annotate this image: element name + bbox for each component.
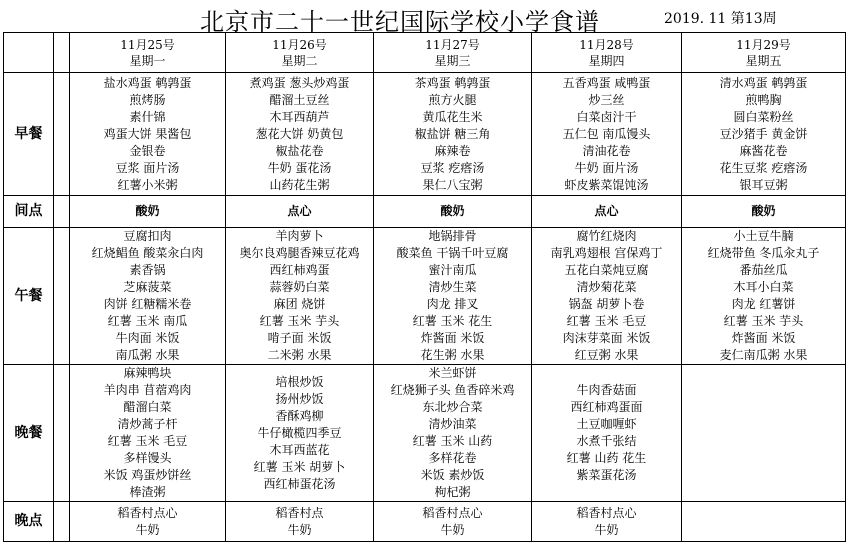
menu-cell — [226, 502, 374, 542]
dish-line: 红烧狮子头 鱼香碎米鸡 — [390, 383, 515, 397]
dish-line: 红薯 玉米 山药 — [412, 434, 493, 448]
menu-cell — [374, 502, 532, 542]
dish-line: 麻辣卷 — [434, 143, 471, 158]
day-date: 11月29号 — [736, 37, 791, 52]
dish-line: 煎方火腿 — [428, 92, 477, 107]
dish-line: 红薯 山药 花生 — [566, 451, 647, 465]
day-header-mon — [70, 33, 226, 73]
menu-cell — [532, 196, 682, 228]
dish-line: 红烧鲳鱼 酸菜汆白肉 — [91, 246, 204, 260]
dish-line: 豆沙猪手 黄金饼 — [719, 126, 808, 141]
day-weekday: 星期四 — [588, 53, 625, 68]
menu-cell — [70, 73, 226, 196]
dish-line: 花生豆浆 疙瘩汤 — [719, 160, 808, 175]
dish-line: 豆腐扣肉 — [123, 229, 172, 243]
dish-line: 黄瓜花生米 — [422, 109, 483, 124]
menu-cell — [226, 228, 374, 365]
day-weekday: 星期二 — [281, 53, 318, 68]
day-date: 11月27号 — [425, 37, 480, 52]
dish-line: 牛肉香菇面 — [576, 383, 637, 397]
dish-line: 牛奶 — [287, 522, 312, 537]
day-header-thu — [532, 33, 682, 73]
dish-line: 肉龙 红薯饼 — [731, 297, 796, 311]
meal-name: 午餐 — [4, 228, 54, 365]
dish-line: 煎烤肠 — [129, 92, 166, 107]
dish-line: 红薯 玉米 芋头 — [723, 314, 804, 328]
dish-line: 番茄丝瓜 — [739, 263, 788, 277]
dish-line: 西红柿鸡蛋 — [269, 263, 330, 277]
dish-line: 炸酱面 米饭 — [731, 331, 796, 345]
menu-cell — [682, 502, 846, 542]
spacer-cell — [54, 228, 70, 365]
dish-line: 奥尔良鸡腿香辣豆花鸡 — [239, 246, 360, 260]
spacer-cell — [54, 365, 70, 502]
dish-line: 紫菜蛋花汤 — [576, 468, 637, 482]
dish-line: 稻香村点心 — [576, 505, 637, 520]
dish-line: 腐竹红烧肉 — [576, 229, 637, 243]
meal-row — [4, 73, 846, 196]
dish-line: 椒盐花卷 — [275, 143, 324, 158]
dish-line: 麻酱花卷 — [739, 143, 788, 158]
dish-line: 羊肉萝卜 — [275, 229, 324, 243]
menu-table — [3, 32, 846, 542]
dish-line: 酸菜鱼 干锅千叶豆腐 — [396, 246, 509, 260]
dish-line: 清炒菊花菜 — [576, 280, 637, 294]
dish-line: 酸奶 — [135, 204, 160, 218]
dish-line: 稻香村点 — [275, 505, 324, 520]
dish-line: 肉饼 红糖糯米卷 — [103, 297, 192, 311]
day-weekday: 星期一 — [129, 53, 166, 68]
dish-line: 酸奶 — [440, 204, 465, 218]
dish-line: 煎鸭胸 — [745, 92, 782, 107]
meal-row — [4, 228, 846, 365]
menu-cell — [70, 228, 226, 365]
meal-name: 间点 — [4, 196, 54, 228]
spacer-cell — [54, 73, 70, 196]
dish-line: 土豆咖喱虾 — [576, 417, 637, 431]
dish-line: 多样花卷 — [428, 451, 477, 465]
dish-line: 清炒生菜 — [428, 280, 477, 294]
dish-line: 红薯 玉米 花生 — [412, 314, 493, 328]
menu-cell — [70, 502, 226, 542]
dish-line: 五花白菜炖豆腐 — [564, 263, 649, 277]
dish-line: 红烧带鱼 冬瓜汆丸子 — [707, 246, 820, 260]
day-weekday: 星期五 — [745, 53, 782, 68]
dish-line: 红薯 玉米 毛豆 — [107, 434, 188, 448]
dish-line: 锅盔 胡萝卜卷 — [568, 297, 645, 311]
dish-line: 羊肉串 苜蓿鸡肉 — [103, 383, 192, 397]
spacer-cell — [54, 196, 70, 228]
corner-cell — [4, 33, 54, 73]
meal-row — [4, 502, 846, 542]
dish-line: 茶鸡蛋 鹌鹑蛋 — [414, 75, 491, 90]
dish-line: 银耳豆粥 — [739, 177, 788, 192]
dish-line: 金银卷 — [129, 143, 166, 158]
dish-line: 肉沫芽菜面 米饭 — [562, 331, 651, 345]
day-header-wed — [374, 33, 532, 73]
dish-line: 芝麻菠菜 — [123, 280, 172, 294]
dish-line: 牛奶 — [440, 522, 465, 537]
dish-line: 鸡蛋大饼 果酱包 — [103, 126, 192, 141]
dish-line: 小土豆牛腩 — [733, 229, 794, 243]
dish-line: 素香锅 — [129, 263, 166, 277]
dish-line: 牛奶 — [594, 522, 619, 537]
dish-line: 虾皮紫菜馄饨汤 — [564, 177, 649, 192]
dish-line: 多样馒头 — [123, 451, 172, 465]
week-label: 2019. 11 第13周 — [664, 11, 777, 27]
menu-cell — [532, 365, 682, 502]
menu-cell — [374, 365, 532, 502]
menu-cell — [682, 73, 846, 196]
dish-line: 红豆粥 水果 — [574, 348, 639, 362]
dish-line: 南瓜粥 水果 — [115, 348, 180, 362]
dish-line: 红薯 玉米 南瓜 — [107, 314, 188, 328]
day-date: 11月28号 — [579, 37, 634, 52]
dish-line: 醋溜土豆丝 — [269, 92, 330, 107]
day-header-fri — [682, 33, 846, 73]
dish-line: 西红柿蛋花汤 — [263, 476, 336, 491]
dish-line: 二米粥 水果 — [267, 348, 332, 362]
dish-line: 炒三丝 — [588, 92, 625, 107]
dish-line: 啃子面 米饭 — [267, 331, 332, 345]
page-title: 北京市二十一世纪国际学校小学食谱 — [200, 8, 600, 36]
dish-line: 煮鸡蛋 葱头炒鸡蛋 — [249, 75, 350, 90]
dish-line: 牛奶 — [135, 522, 160, 537]
dish-line: 棒渣粥 — [129, 485, 166, 499]
menu-cell — [374, 196, 532, 228]
dish-line: 稻香村点心 — [117, 505, 178, 520]
dish-line: 麦仁南瓜粥 水果 — [719, 348, 808, 362]
dish-line: 麻团 烧饼 — [273, 297, 326, 311]
menu-cell — [226, 365, 374, 502]
dish-line: 南乳鸡翅根 宫保鸡丁 — [550, 246, 663, 260]
dish-line: 稻香村点心 — [422, 505, 483, 520]
menu-cell — [226, 196, 374, 228]
dish-line: 清炒蒿子杆 — [117, 417, 178, 431]
meal-name: 晚点 — [4, 502, 54, 542]
dish-line: 豆浆 疙瘩汤 — [420, 160, 485, 175]
menu-cell — [374, 73, 532, 196]
dish-line: 葱花大饼 奶黄包 — [255, 126, 344, 141]
dish-line: 麻辣鸭块 — [123, 366, 172, 380]
day-date: 11月25号 — [120, 37, 175, 52]
dish-line: 椒盐饼 糖三角 — [414, 126, 491, 141]
dish-line: 红薯 玉米 芋头 — [259, 314, 340, 328]
dish-line: 木耳西葫芦 — [269, 109, 330, 124]
dish-line: 米饭 素炒饭 — [420, 468, 485, 482]
dish-line: 盐水鸡蛋 鹌鹑蛋 — [103, 75, 192, 90]
dish-line: 枸杞粥 — [434, 485, 471, 499]
menu-cell — [70, 196, 226, 228]
day-weekday: 星期三 — [434, 53, 471, 68]
dish-line: 山药花生粥 — [269, 177, 330, 192]
dish-line: 香酥鸡柳 — [275, 408, 324, 423]
menu-cell — [682, 365, 846, 502]
day-header-tue — [226, 33, 374, 73]
dish-line: 牛肉面 米饭 — [115, 331, 180, 345]
dish-line: 西红柿鸡蛋面 — [570, 400, 643, 414]
menu-cell — [226, 73, 374, 196]
menu-cell — [70, 365, 226, 502]
dish-line: 豆浆 面片汤 — [115, 160, 180, 175]
dish-line: 牛仔橄榄四季豆 — [257, 425, 342, 440]
dish-line: 果仁八宝粥 — [422, 177, 483, 192]
dish-line: 醋溜白菜 — [123, 400, 172, 414]
dish-line: 圆白菜粉丝 — [733, 109, 794, 124]
dish-line: 点心 — [287, 204, 312, 218]
dish-line: 红薯 玉米 胡萝卜 — [253, 459, 346, 474]
meal-row — [4, 365, 846, 502]
dish-line: 炸酱面 米饭 — [420, 331, 485, 345]
meal-name: 早餐 — [4, 73, 54, 196]
dish-line: 木耳小白菜 — [733, 280, 794, 294]
dish-line: 清炒油菜 — [428, 417, 477, 431]
dish-line: 五仁包 南瓜馒头 — [562, 126, 651, 141]
menu-cell — [532, 228, 682, 365]
dish-line: 清油花卷 — [582, 143, 631, 158]
spacer-cell — [54, 33, 70, 73]
dish-line: 酸奶 — [751, 204, 776, 218]
menu-cell — [532, 73, 682, 196]
dish-line: 花生粥 水果 — [420, 348, 485, 362]
dish-line: 米饭 鸡蛋炒饼丝 — [103, 468, 192, 482]
spacer-cell — [54, 502, 70, 542]
menu-cell — [682, 228, 846, 365]
title-bar — [0, 0, 850, 36]
dish-line: 东北炒合菜 — [422, 400, 483, 414]
dish-line: 地锅排骨 — [428, 229, 477, 243]
dish-line: 米兰虾饼 — [428, 366, 477, 380]
dish-line: 红薯 玉米 毛豆 — [566, 314, 647, 328]
dish-line: 肉龙 排叉 — [426, 297, 479, 311]
menu-cell — [374, 228, 532, 365]
dish-line: 蜜汁南瓜 — [428, 263, 477, 277]
dish-line: 点心 — [594, 204, 619, 218]
dish-line: 五香鸡蛋 咸鸭蛋 — [562, 75, 651, 90]
dish-line: 牛奶 面片汤 — [574, 160, 639, 175]
day-date: 11月26号 — [272, 37, 327, 52]
menu-cell — [532, 502, 682, 542]
dish-line: 水煮千张结 — [576, 434, 637, 448]
dish-line: 蒜蓉奶白菜 — [269, 280, 330, 294]
dish-line: 扬州炒饭 — [275, 391, 324, 406]
dish-line: 素什锦 — [129, 109, 166, 124]
header-row — [4, 33, 846, 73]
menu-cell — [682, 196, 846, 228]
dish-line: 红薯小米粥 — [117, 177, 178, 192]
dish-line: 培根炒饭 — [275, 374, 324, 389]
meal-row — [4, 196, 846, 228]
meal-name: 晚餐 — [4, 365, 54, 502]
dish-line: 清水鸡蛋 鹌鹑蛋 — [719, 75, 808, 90]
dish-line: 白菜卤汁干 — [576, 109, 637, 124]
dish-line: 木耳西蓝花 — [269, 442, 330, 457]
dish-line: 牛奶 蛋花汤 — [267, 160, 332, 175]
